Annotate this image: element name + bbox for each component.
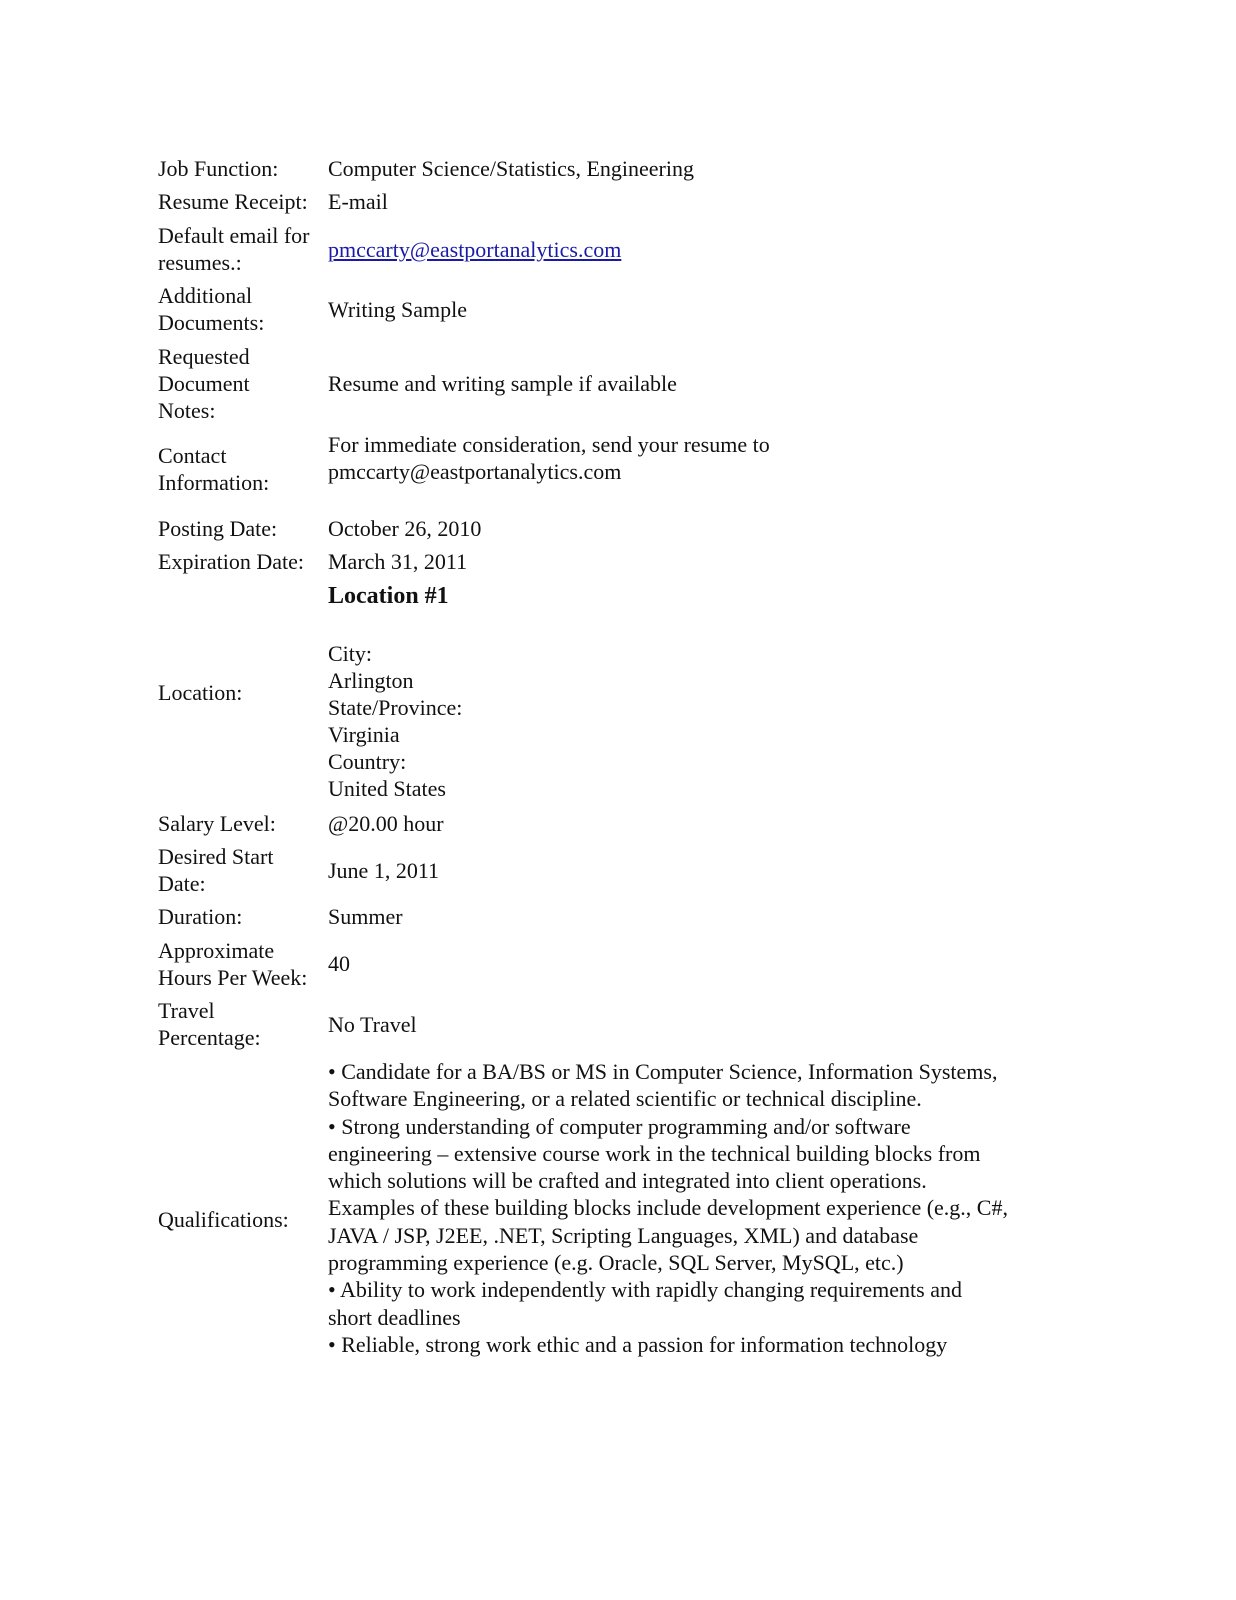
salary-label: Salary Level: xyxy=(158,811,276,836)
qualification-line: programming experience (e.g. Oracle, SQL Server, MySQL, etc.) xyxy=(328,1250,904,1276)
duration-label: Duration: xyxy=(158,904,243,929)
qualification-line: • Strong understanding of computer programming and/or software xyxy=(328,1113,911,1139)
default-email-link[interactable]: pmccarty@eastportanalytics.com xyxy=(328,237,622,262)
contact-label-line-2: Information: xyxy=(158,470,270,495)
qualification-line: • Reliable, strong work ethic and a passion for information technology xyxy=(328,1331,948,1357)
requested-notes-value: Resume and writing sample if available xyxy=(328,371,677,396)
requested-notes-label-line-1: Requested xyxy=(158,344,250,369)
travel-label xyxy=(158,997,261,1051)
requested-notes-label-line-2: Document xyxy=(158,371,250,396)
expiration-date-label: Expiration Date: xyxy=(158,549,305,574)
default-email-label-line-1: Default email for xyxy=(158,223,310,248)
state-value: Virginia xyxy=(328,722,400,747)
contact-value xyxy=(328,431,770,485)
contact-label xyxy=(158,442,269,496)
travel-label-line-1: Travel xyxy=(158,998,215,1023)
start-date-value: June 1, 2011 xyxy=(328,858,440,883)
additional-documents-value: Writing Sample xyxy=(328,297,468,322)
requested-notes-label-line-3: Notes: xyxy=(158,398,216,423)
expiration-date-value: March 31, 2011 xyxy=(328,549,468,574)
qualifications-label: Qualifications: xyxy=(158,1207,289,1232)
travel-label-line-2: Percentage: xyxy=(158,1025,261,1050)
qualification-line: • Ability to work independently with rapidly changing requirements and xyxy=(328,1277,962,1303)
posting-date-value: October 26, 2010 xyxy=(328,516,482,541)
requested-notes-label xyxy=(158,343,250,424)
job-function-value: Computer Science/Statistics, Engineering xyxy=(328,156,694,181)
qualification-line: • Candidate for a BA/BS or MS in Computer Science, Information Systems, xyxy=(328,1059,998,1084)
default-email-label xyxy=(158,222,310,276)
duration-value: Summer xyxy=(328,904,403,929)
qualification-line: engineering – extensive course work in the technical building blocks from xyxy=(328,1140,981,1166)
location-heading: Location #1 xyxy=(328,583,449,609)
posting-date-label: Posting Date: xyxy=(158,516,278,541)
qualification-line: which solutions will be crafted and integrated into client operations. xyxy=(328,1168,927,1194)
additional-documents-label xyxy=(158,282,264,336)
qualification-line: short deadlines xyxy=(328,1304,461,1330)
contact-label-line-1: Contact xyxy=(158,443,227,468)
resume-receipt-label: Resume Receipt: xyxy=(158,189,308,214)
location-block xyxy=(328,640,462,802)
city-value: Arlington xyxy=(328,668,414,693)
salary-value: @20.00 hour xyxy=(328,811,444,836)
additional-documents-label-line-1: Additional xyxy=(158,283,253,308)
qualification-line: Software Engineering, or a related scientific or technical discipline. xyxy=(328,1086,922,1112)
location-label: Location: xyxy=(158,680,243,705)
travel-value: No Travel xyxy=(328,1012,417,1037)
hours-label xyxy=(158,937,307,991)
country-label: Country: xyxy=(328,749,407,774)
state-label: State/Province: xyxy=(328,695,463,720)
start-date-label-line-2: Date: xyxy=(158,871,206,896)
country-value: United States xyxy=(328,776,446,801)
hours-label-line-2: Hours Per Week: xyxy=(158,965,308,990)
city-label: City: xyxy=(328,641,373,666)
contact-email-text: pmccarty@eastportanalytics.com xyxy=(328,459,622,484)
qualification-line: JAVA / JSP, J2EE, .NET, Scripting Languages, XML) and database xyxy=(328,1222,919,1248)
resume-receipt-value: E-mail xyxy=(328,189,388,214)
additional-documents-label-line-2: Documents: xyxy=(158,310,265,335)
qualification-line: Examples of these building blocks include development experience (e.g., C#, xyxy=(328,1195,1008,1221)
hours-value: 40 xyxy=(328,951,350,976)
hours-label-line-1: Approximate xyxy=(158,938,275,963)
start-date-label-line-1: Desired Start xyxy=(158,844,274,869)
start-date-label xyxy=(158,843,273,897)
default-email-label-line-2: resumes.: xyxy=(158,250,242,275)
job-function-label: Job Function: xyxy=(158,156,279,181)
contact-value-line-1: For immediate consideration, send your resume to xyxy=(328,432,770,457)
qualifications-text xyxy=(328,1058,1088,1358)
